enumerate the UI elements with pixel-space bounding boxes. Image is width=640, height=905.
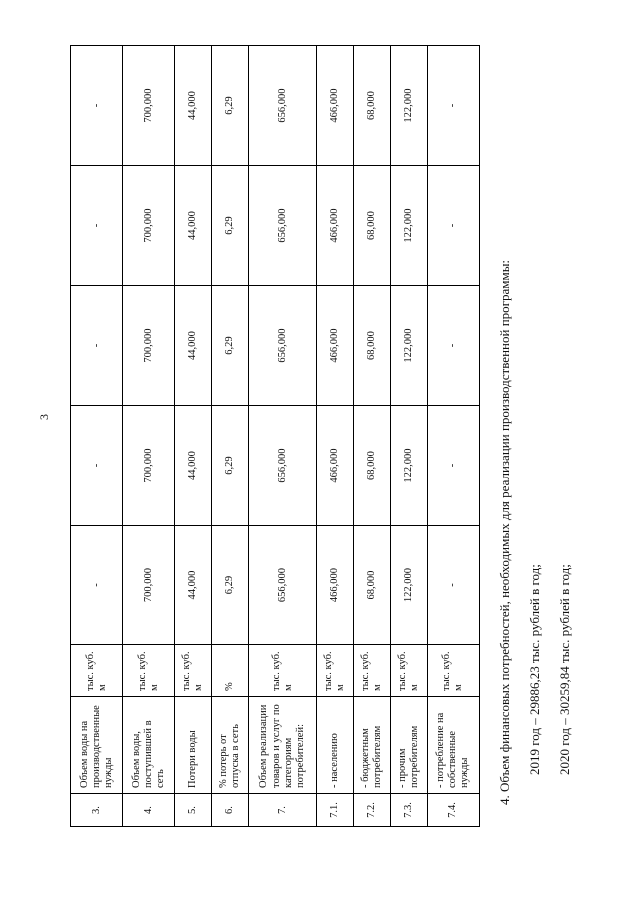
row-value: 68,000 xyxy=(353,166,390,286)
row-name: - прочим потребителям xyxy=(390,697,427,794)
row-value: 6,29 xyxy=(212,166,249,286)
row-value: 466,000 xyxy=(316,286,353,406)
page-number: 3 xyxy=(37,414,51,420)
row-value: 44,000 xyxy=(175,526,212,645)
row-name: Потери воды xyxy=(175,697,212,794)
financing-2020: 2020 год – 30259,84 тыс. рублей в год; xyxy=(557,564,572,775)
financing-section xyxy=(490,45,580,805)
financing-heading: 4. Объем финансовых потребностей, необходимых для реализации производственной программы: xyxy=(497,259,512,805)
row-name: - населению xyxy=(316,697,353,794)
row-number: 7.2. xyxy=(353,794,390,827)
production-program-table xyxy=(70,45,480,827)
table-row xyxy=(71,46,123,827)
row-unit: тыс. куб. м xyxy=(175,645,212,697)
row-unit: тыс. куб. м xyxy=(390,645,427,697)
table-row xyxy=(390,46,427,827)
row-value: 68,000 xyxy=(353,406,390,526)
row-value: 656,000 xyxy=(249,526,317,645)
row-number: 7.1. xyxy=(316,794,353,827)
row-number: 3. xyxy=(71,794,123,827)
row-value: 6,29 xyxy=(212,286,249,406)
row-number: 7. xyxy=(249,794,317,827)
row-unit: тыс. куб. м xyxy=(71,645,123,697)
row-value: - xyxy=(427,166,479,286)
row-value: 700,000 xyxy=(123,46,175,166)
table-row xyxy=(427,46,479,827)
row-unit: тыс. куб. м xyxy=(249,645,317,697)
row-value: 122,000 xyxy=(390,526,427,645)
row-value: 700,000 xyxy=(123,526,175,645)
row-value: 44,000 xyxy=(175,406,212,526)
row-name: Объем воды, поступившей в сеть xyxy=(123,697,175,794)
financing-2019: 2019 год – 29886,23 тыс. рублей в год; xyxy=(527,564,542,775)
row-value: 6,29 xyxy=(212,46,249,166)
row-value: - xyxy=(427,406,479,526)
row-value: - xyxy=(71,166,123,286)
row-value: 44,000 xyxy=(175,166,212,286)
row-value: 6,29 xyxy=(212,526,249,645)
table-row xyxy=(353,46,390,827)
row-name: Объем реализации товаров и услуг по категориям потребителей: xyxy=(249,697,317,794)
row-value: 466,000 xyxy=(316,526,353,645)
row-unit: тыс. куб. м xyxy=(316,645,353,697)
row-value: - xyxy=(71,46,123,166)
row-number: 7.3. xyxy=(390,794,427,827)
row-value: 122,000 xyxy=(390,286,427,406)
row-value: 656,000 xyxy=(249,406,317,526)
row-value: 44,000 xyxy=(175,286,212,406)
row-value: 656,000 xyxy=(249,46,317,166)
row-value: - xyxy=(427,286,479,406)
row-number: 7.4. xyxy=(427,794,479,827)
row-unit: тыс. куб. м xyxy=(427,645,479,697)
row-value: 122,000 xyxy=(390,406,427,526)
row-name: - бюджетным потребителям xyxy=(353,697,390,794)
row-value: - xyxy=(427,46,479,166)
table-row xyxy=(212,46,249,827)
row-value: 466,000 xyxy=(316,46,353,166)
row-value: 700,000 xyxy=(123,166,175,286)
row-value: - xyxy=(71,406,123,526)
row-value: 122,000 xyxy=(390,166,427,286)
row-value: 68,000 xyxy=(353,286,390,406)
row-value: 466,000 xyxy=(316,406,353,526)
table-row xyxy=(123,46,175,827)
row-value: 122,000 xyxy=(390,46,427,166)
row-name: % потерь от отпуска в сеть xyxy=(212,697,249,794)
row-value: 656,000 xyxy=(249,166,317,286)
row-value: 700,000 xyxy=(123,406,175,526)
row-number: 4. xyxy=(123,794,175,827)
row-unit: % xyxy=(212,645,249,697)
row-value: - xyxy=(427,526,479,645)
row-value: 700,000 xyxy=(123,286,175,406)
row-number: 6. xyxy=(212,794,249,827)
row-value: 656,000 xyxy=(249,286,317,406)
table-row xyxy=(316,46,353,827)
row-value: 44,000 xyxy=(175,46,212,166)
row-name: Объем воды на производственные нужды xyxy=(71,697,123,794)
row-value: 68,000 xyxy=(353,46,390,166)
row-unit: тыс. куб. м xyxy=(353,645,390,697)
row-name: - потребление на собственные нужды xyxy=(427,697,479,794)
row-number: 5. xyxy=(175,794,212,827)
row-unit: тыс. куб. м xyxy=(123,645,175,697)
row-value: - xyxy=(71,286,123,406)
table-row xyxy=(249,46,317,827)
row-value: - xyxy=(71,526,123,645)
row-value: 6,29 xyxy=(212,406,249,526)
row-value: 68,000 xyxy=(353,526,390,645)
row-value: 466,000 xyxy=(316,166,353,286)
table-row xyxy=(175,46,212,827)
